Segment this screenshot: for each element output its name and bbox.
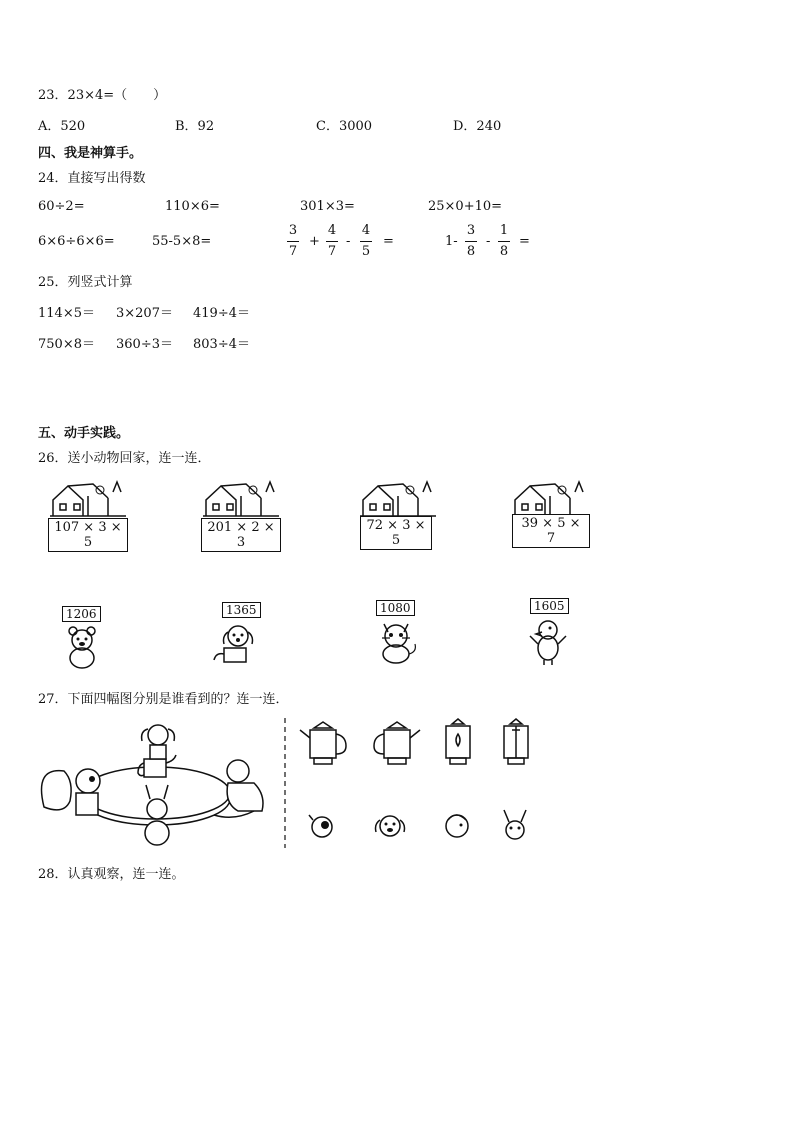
teapot-view-3[interactable]	[442, 718, 474, 768]
teapot-view-1[interactable]	[298, 720, 350, 768]
monkey-icon	[214, 760, 263, 817]
denominator: 7	[288, 244, 298, 259]
operator: +	[309, 234, 320, 249]
section-4-title: 四、我是神算手。	[38, 146, 143, 161]
duck-icon	[526, 618, 570, 666]
q25-item: 750×8＝	[38, 337, 95, 352]
section-5-title: 五、动手实践。	[38, 426, 130, 441]
operator: -	[486, 234, 491, 249]
operator: -	[346, 234, 351, 249]
denominator: 8	[499, 244, 509, 259]
q25-item: 803÷4＝	[193, 337, 250, 352]
equals: =	[383, 234, 394, 249]
house-expression[interactable]: 72 × 3 × 5	[360, 516, 432, 550]
fraction	[360, 223, 372, 260]
fraction	[287, 223, 299, 260]
monkey-face-icon[interactable]	[442, 810, 472, 842]
q27-title: 27．下面四幅图分别是谁看到的？连一连．	[38, 692, 289, 707]
q27-scene	[38, 715, 278, 850]
animal-number[interactable]: 1365	[222, 602, 261, 618]
rabbit-icon	[145, 785, 169, 845]
numerator: 1	[499, 223, 509, 238]
q24-item: 60÷2=	[38, 199, 85, 214]
animal-number[interactable]: 1080	[376, 600, 415, 616]
denominator: 5	[361, 244, 371, 259]
numerator: 4	[361, 223, 371, 238]
q24-item: 6×6÷6×6=	[38, 234, 115, 249]
rabbit-face-icon[interactable]	[500, 808, 530, 842]
house-icon	[48, 478, 128, 518]
fraction	[326, 223, 338, 260]
q25-item: 114×5＝	[38, 306, 95, 321]
house-icon	[510, 478, 590, 518]
q26-title: 26．送小动物回家，连一连．	[38, 451, 211, 466]
bear-icon	[62, 626, 102, 670]
equals: =	[519, 234, 530, 249]
q28-title: 28．认真观察，连一连。	[38, 867, 185, 882]
q24-title: 24．直接写出得数	[38, 171, 146, 186]
q23-option-c[interactable]: C．3000	[316, 119, 373, 134]
denominator: 8	[466, 244, 476, 259]
leading-term: 1-	[445, 234, 458, 249]
q23-option-a[interactable]: A．520	[38, 119, 86, 134]
dashed-divider	[284, 718, 286, 848]
dog-icon	[142, 725, 175, 759]
q25-item: 360÷3＝	[116, 337, 173, 352]
animal-number[interactable]: 1605	[530, 598, 569, 614]
numerator: 3	[288, 223, 298, 238]
house-expression[interactable]: 39 × 5 × 7	[512, 514, 590, 548]
q24-item: 110×6=	[165, 199, 220, 214]
teapot-view-4[interactable]	[500, 718, 532, 768]
teapot-view-2[interactable]	[370, 720, 422, 768]
fraction	[465, 223, 477, 260]
house-icon	[201, 478, 281, 518]
q23-option-d[interactable]: D．240	[453, 119, 502, 134]
numerator: 4	[327, 223, 337, 238]
house-icon	[358, 478, 438, 518]
house-expression[interactable]: 107 × 3 × 5	[48, 518, 128, 552]
q23-option-b[interactable]: B．92	[175, 119, 215, 134]
numerator: 3	[466, 223, 476, 238]
animal-number[interactable]: 1206	[62, 606, 101, 622]
q25-item: 419÷4＝	[193, 306, 250, 321]
squirrel-face-icon[interactable]	[307, 812, 337, 842]
q24-item: 301×3=	[300, 199, 355, 214]
squirrel-icon	[42, 769, 101, 815]
cat-icon	[372, 620, 420, 664]
denominator: 7	[327, 244, 337, 259]
dog-face-icon[interactable]	[372, 810, 408, 842]
dog-icon	[210, 622, 256, 666]
fraction	[498, 223, 510, 260]
q23-stem: 23．23×4=（ ）	[38, 88, 167, 103]
q25-title: 25．列竖式计算	[38, 275, 133, 290]
q25-item: 3×207＝	[116, 306, 173, 321]
q24-item: 55-5×8=	[152, 234, 212, 249]
house-expression[interactable]: 201 × 2 × 3	[201, 518, 281, 552]
q24-item: 25×0+10=	[428, 199, 503, 214]
